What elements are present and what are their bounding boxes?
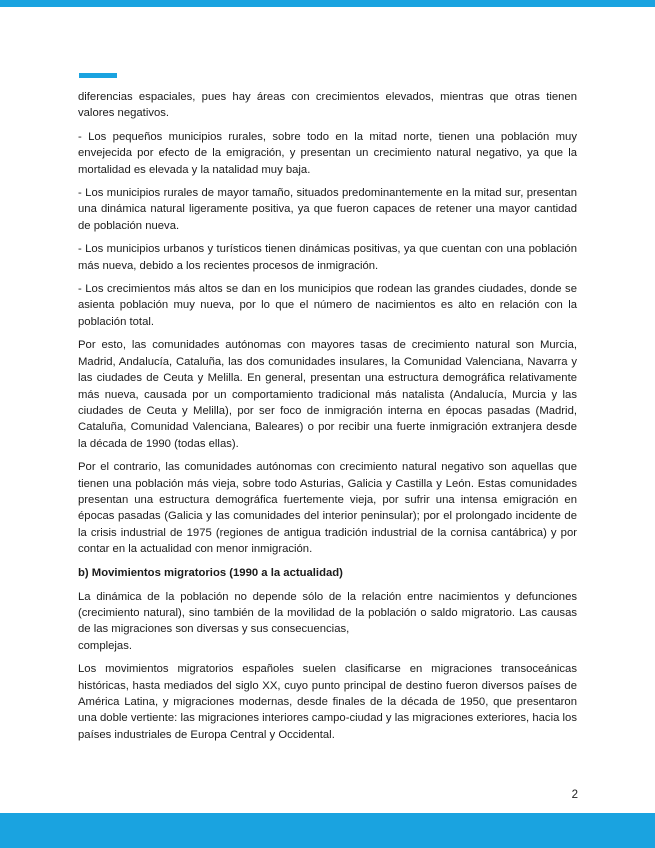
document-body [78, 89, 577, 750]
paragraph: diferencias espaciales, pues hay áreas con crecimientos elevados, mientras que otras tienen valores negativos. [78, 91, 577, 120]
bottom-accent-bar [0, 813, 655, 848]
page-number: 2 [571, 789, 578, 801]
paragraph: - Los municipios rurales de mayor tamaño, situados predominantemente en la mitad sur, presentan una dinámica natural ligeramente positiva, ya que fueron capaces de retener una mayor cantidad de población nueva. [78, 187, 577, 232]
paragraph: complejas. [78, 639, 132, 652]
paragraph: Por el contrario, las comunidades autónomas con crecimiento natural negativo son aquellas que tienen una población más vieja, sobre todo Asturias, Galicia y Castilla y León. Estas comunidades presentan una estructura demográfica fuertemente vieja, por sufrir una intensa emigración en épocas pasadas (Galicia y las comunidades del interior peninsular); por el prolongado incidente de la crisis industrial de 1975 (regiones de antigua tradición industrial de la cornisa cantábrica) y por contar en la actualidad con menor inmigración. [78, 461, 577, 556]
top-accent-bar [0, 0, 655, 7]
paragraph: Los movimientos migratorios españoles suelen clasificarse en migraciones transoceánicas históricas, hasta mediados del siglo XX, cuyo punto principal de destino fueron diversos países de América Latina, y migraciones modernas, desde finales de la década de 1950, que presentaron una doble vertiente: las migraciones interiores campo-ciudad y las migraciones exteriores, hacia los países industriales de Europa Central y Occidental. [78, 663, 577, 741]
section-heading: b) Movimientos migratorios (1990 a la actualidad) [78, 566, 343, 579]
paragraph: - Los crecimientos más altos se dan en los municipios que rodean las grandes ciudades, donde se asienta población muy nueva, por lo que el número de nacimientos es alto en relación con la población total. [78, 283, 577, 328]
header-accent-line [79, 73, 117, 78]
paragraph: La dinámica de la población no depende sólo de la relación entre nacimientos y defunciones (crecimiento natural), sino también de la movilidad de la población o saldo migratorio. Las causas de las migraciones son diversas y sus consecuencias, [78, 590, 577, 636]
paragraph: - Los municipios urbanos y turísticos tienen dinámicas positivas, ya que cuentan con una población más nueva, debido a los recientes procesos de inmigración. [78, 243, 577, 272]
paragraph: Por esto, las comunidades autónomas con mayores tasas de crecimiento natural son Murcia, Madrid, Andalucía, Cataluña, las dos comunidades insulares, la Comunidad Valenciana, Navarra y las ciudades de Ceuta y Melilla. En general, presentan una estructura demográfica relativamente más nueva, causada por un comportamiento tradicional más natalista (Andalucía, Murcia y las ciudades de Ceuta y Melilla), por ser foco de inmigración interna en épocas pasadas (Madrid, Cataluña, Comunidad Valenciana, Baleares) o por recibir una fuerte inmigración extranjera desde la década de 1990 (todas ellas). [78, 339, 577, 450]
paragraph: - Los pequeños municipios rurales, sobre todo en la mitad norte, tienen una población muy envejecida por efecto de la emigración, y presentan un crecimiento natural negativo, ya que la mortalidad es elevada y la natalidad muy baja. [78, 130, 577, 176]
